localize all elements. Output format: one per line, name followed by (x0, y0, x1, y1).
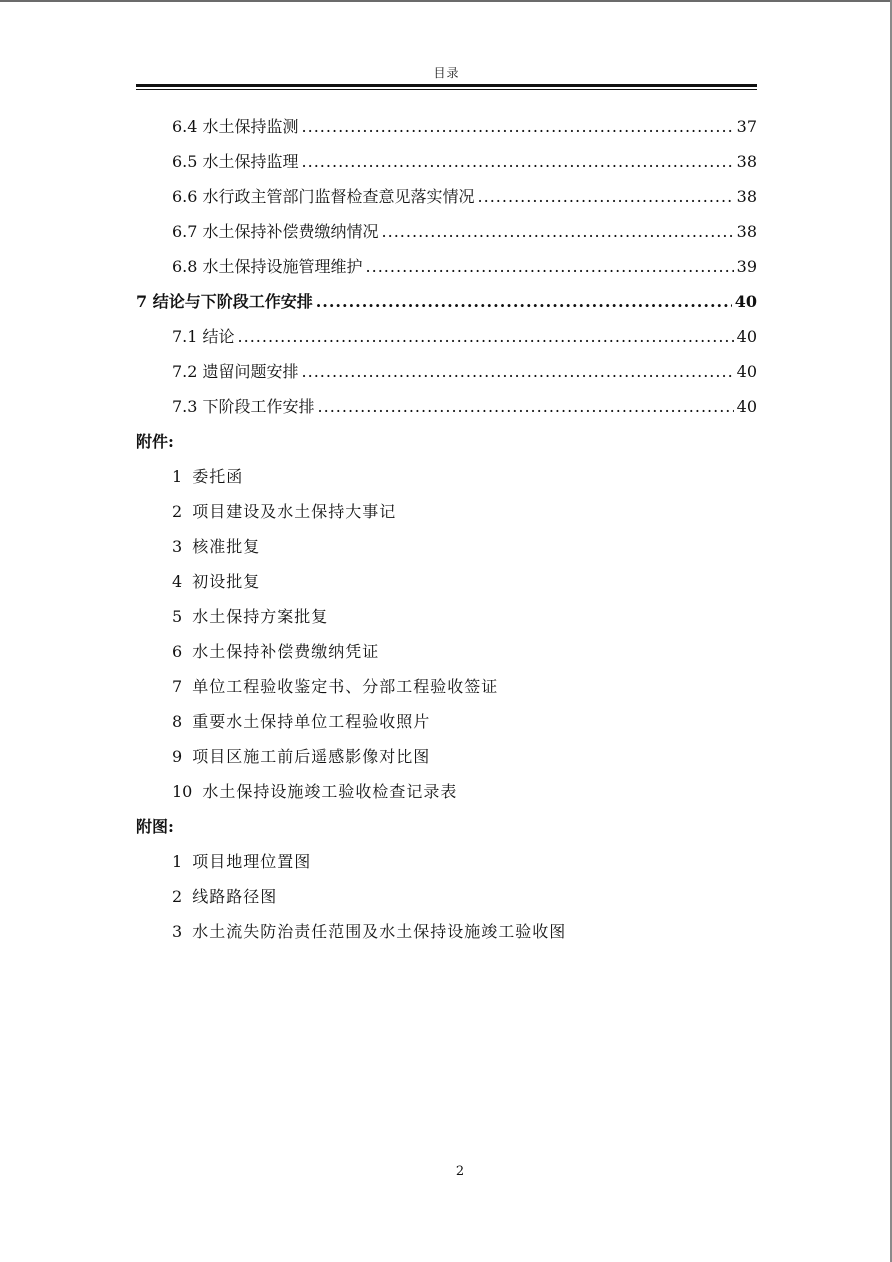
toc-dot-leader (316, 284, 732, 319)
list-item-number: 2 (172, 887, 183, 906)
toc-entry-page: 37 (736, 117, 757, 136)
list-item-text: 水土保持方案批复 (192, 607, 329, 626)
figures-section (136, 809, 757, 949)
list-item-text: 线路路径图 (192, 887, 278, 906)
toc-entry-title: 6.7 水土保持补偿费缴纳情况 (172, 222, 379, 241)
list-item-number: 6 (172, 642, 183, 661)
toc-entry[interactable] (136, 354, 757, 389)
toc-entry-page: 39 (736, 257, 757, 276)
list-item-text: 重要水土保持单位工程验收照片 (192, 712, 431, 731)
toc-entry[interactable] (136, 179, 757, 214)
list-item-text: 初设批复 (192, 572, 261, 591)
list-item-number: 9 (172, 747, 183, 766)
page-border-top (0, 0, 892, 2)
figures-list (136, 844, 757, 949)
list-item (136, 634, 757, 669)
toc-entry-page: 38 (736, 152, 757, 171)
list-item-number: 3 (172, 922, 183, 941)
toc-entry-page: 40 (736, 397, 757, 416)
list-item-text: 水土保持补偿费缴纳凭证 (192, 642, 380, 661)
attachments-section (136, 424, 757, 809)
toc-entry-page: 38 (736, 222, 757, 241)
list-item-text: 项目地理位置图 (192, 852, 312, 871)
list-item-text: 水土流失防治责任范围及水土保持设施竣工验收图 (192, 922, 567, 941)
toc-dot-leader (302, 144, 734, 179)
toc-entry[interactable] (136, 319, 757, 354)
toc-entry[interactable] (136, 109, 757, 144)
list-item-number: 5 (172, 607, 183, 626)
toc-entry-title: 7.1 结论 (172, 327, 235, 346)
toc-entry[interactable] (136, 214, 757, 249)
list-item-text: 委托函 (192, 467, 244, 486)
list-item-text: 单位工程验收鉴定书、分部工程验收签证 (192, 677, 499, 696)
toc-dot-leader (302, 109, 734, 144)
list-item (136, 599, 757, 634)
header-rule-thick (136, 84, 757, 87)
toc-entry[interactable] (136, 249, 757, 284)
toc-dot-leader (366, 249, 734, 284)
toc-dot-leader (302, 354, 734, 389)
toc-entry-title: 6.6 水行政主管部门监督检查意见落实情况 (172, 187, 475, 206)
header-rule-thin (136, 89, 757, 90)
toc-entry-page: 40 (734, 292, 757, 311)
page-header-title: 目录 (433, 66, 460, 80)
list-item (136, 704, 757, 739)
toc-entry-title: 7.2 遗留问题安排 (172, 362, 299, 381)
toc-entry-page: 38 (736, 187, 757, 206)
toc-dot-leader (318, 389, 734, 424)
toc-dot-leader (382, 214, 734, 249)
toc-entry-title: 6.8 水土保持设施管理维护 (172, 257, 363, 276)
toc-dot-leader (238, 319, 734, 354)
toc-entry[interactable] (136, 389, 757, 424)
list-item-number: 10 (172, 782, 193, 801)
list-item-number: 3 (172, 537, 183, 556)
list-item-number: 2 (172, 502, 183, 521)
list-item (136, 529, 757, 564)
list-item (136, 459, 757, 494)
list-item (136, 914, 757, 949)
figures-heading: 附图: (136, 817, 174, 836)
page-number: 2 (455, 1164, 465, 1179)
table-of-contents (136, 109, 757, 424)
toc-entry-title: 6.4 水土保持监测 (172, 117, 299, 136)
list-item-number: 1 (172, 852, 183, 871)
list-item-number: 4 (172, 572, 183, 591)
toc-entry-page: 40 (736, 362, 757, 381)
list-item (136, 564, 757, 599)
list-item-text: 水土保持设施竣工验收检查记录表 (202, 782, 458, 801)
attachments-heading: 附件: (136, 432, 174, 451)
list-item-number: 7 (172, 677, 183, 696)
toc-entry[interactable] (136, 144, 757, 179)
list-item-number: 1 (172, 467, 183, 486)
list-item-text: 项目区施工前后遥感影像对比图 (192, 747, 431, 766)
list-item (136, 774, 757, 809)
list-item (136, 669, 757, 704)
toc-entry-title: 7.3 下阶段工作安排 (172, 397, 315, 416)
list-item (136, 739, 757, 774)
toc-chapter-entry[interactable] (136, 284, 757, 319)
list-item-number: 8 (172, 712, 183, 731)
toc-dot-leader (478, 179, 734, 214)
list-item-text: 项目建设及水土保持大事记 (192, 502, 397, 521)
list-item-text: 核准批复 (192, 537, 261, 556)
toc-entry-title: 7 结论与下阶段工作安排 (136, 292, 313, 311)
toc-entry-title: 6.5 水土保持监理 (172, 152, 299, 171)
list-item (136, 494, 757, 529)
attachments-list (136, 459, 757, 809)
list-item (136, 844, 757, 879)
toc-entry-page: 40 (736, 327, 757, 346)
list-item (136, 879, 757, 914)
